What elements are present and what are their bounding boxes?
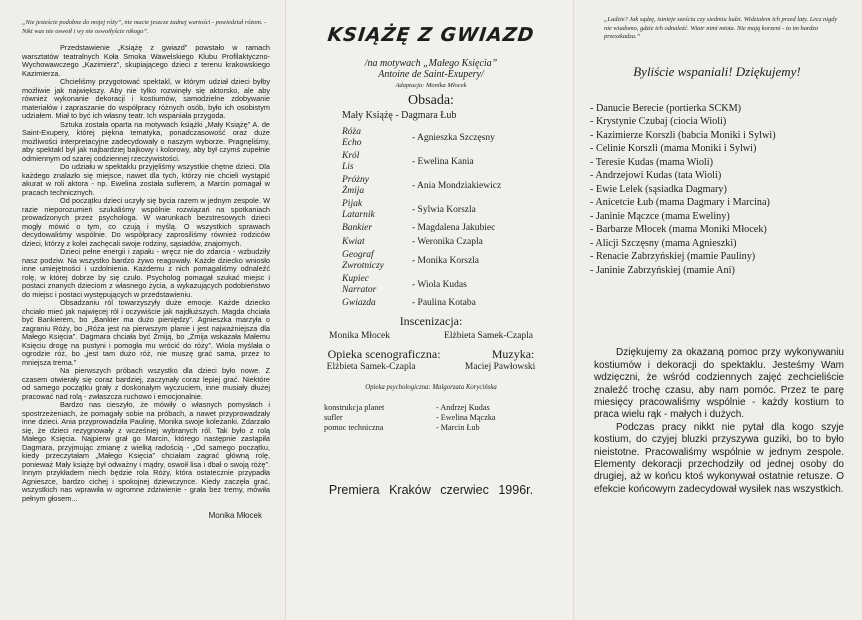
actor-name: - Wiola Kudas [412,279,467,290]
paragraph: Bardzo nas cieszyło, że mówiły o własnych pomysłach i spostrzeżeniach, że pomagały sobie na próbach, a nawet przyprowadzały inne dzieci. Ania przyprowadziła Paulinę, Monika swoje koleżanki. Zdarzało się, że dzieci rezygnowały z wcześniej wybranych ról. Tak było z rolą Małego Księcia. Najpierw grał go Marcin, którego następnie zastąpiła Dagmara, przyjmując zmianę z wielką radością - „Od samego początku, kiedy przeczytałam „Małego Księcia” chciałam zagrać główną rolę, ponieważ Mały książę był odważny i mądry, oswoił lisa i dbał o swoją różę”. Innym przykładem niech będzie rola Róży, która ostatecznie przypadła Agnieszce, bardzo cichej i spokojnej dziewczynce. Kiedy zaczęła grać, wszystkich nas wprawiła w ogromne zdziwienie - grała bez tremy, mówiła pełnym głosem... [22,400,270,503]
paragraph: Podczas pracy nikkt nie pytał dla kogo szyje kostium, do czyjej bluzki przyszywa guziki, bo to było nieistotne. Pracowaliśmy wspólnie w jednym zespole. Elementy dekoracji przechodziły od jednej osoby do drugiej, aż w końcu ktoś wykonywał ostatnie retusze. O efekcie końcowym zadecydował wysiłek nas wszystkich. [594,421,844,495]
thanks-item: - Celinie Korszli (mama Moniki i Sylwi) [590,143,757,155]
left-motto: „Nie jesteście podobne do mojej róży”, nie macie jeszcze żadnej wartości - powiedział różom. - Nikt was nie oswoił i wy nie oswoiłyście nikogo”. [22,19,267,35]
actor-name: - Ania Mondziakiewicz [412,180,502,191]
thanks-item: - Krystynie Czubaj (ciocia Wioli) [590,116,727,128]
cast-row [302,237,560,248]
paragraph: Dziękujemy za okazaną pomoc przy wykonywaniu kostiumów i dekoracji do spektaklu. Jesteśmy Wam wdzięczni, że wśród codziennych zajęć zechcieliście znaleźć trochę czasu, aby nam pomóc. Przez te parę miesięcy pracowaliśmy wspólnie - każdy kostium to praca wielu rąk - małych i dużych. [594,347,844,421]
actor-name: - Monika Korszla [412,255,480,266]
thanks-item: - Barbarze Młocek (mama Moniki Młocek) [590,224,767,236]
cast-list [302,127,560,309]
credits-names [302,362,560,372]
cast-row [302,298,560,309]
introduction-text [22,44,270,503]
tech-person: - Marcin Łub [436,422,480,432]
thanks-item: - Janinie Zabrzyńskiej (mamie Ani) [590,264,735,276]
role-name: Król Lis [342,151,360,172]
paragraph: Obsadzaniu ról towarzyszyły duże emocje. Każde dziecko chciało mieć jak najwięcej ról i oczywiście jak najdłuższych. Magda chciała być Bankierem, bo „Bankier ma dużo pieniędzy”. Agnieszka marzyła o zagraniu Róży, bo „Róża jest na pierwszym planie i jest najważniejsza dla Małego Księcia”. Dagmara chciała być Żmiją, bo „Żmija wskazała Małemu Księciu drogę na pustyni i pomogła mu wrócić do róży”. Wiola myślała o ogrodzie róż, bo „jest tam dużo róż, nie muszę grać sama, przez to mniejsza trema.” [22,298,270,367]
paragraph: Na pierwszych próbach wszystko dla dzieci było nowe. Z czasem otwierały się coraz bardziej, zaczynały coraz lepiej grać. Niektóre od samego początku grały z doskonałym wyczuciem, inne musiały dłużej pracować nad rolą - zwłaszcza ruchowo i emocjonalnie. [22,366,270,401]
thanks-title: Byliście wspaniali! Dziękujemy! [633,63,801,79]
thanks-item: - Teresie Kudas (mama Wioli) [590,156,713,168]
thanks-item: - Renacie Zabrzyńskiej (mamie Pauliny) [590,251,756,263]
actor-name: - Agnieszka Szczęsny [412,132,495,143]
technical-credits [324,403,560,433]
paragraph: Dzieci pełne energii i zapału - wręcz nie do zdarcia - wzbudziły nasz podziw. Na wszystko bardzo żywo reagowały. Każde dziecko wniosło inne umiejętności i uzdolnienia. Każdemu z nich pomagaliśmy odnaleźć rolę, w której dobrze by się czuło. Psycholog pomagał szukać miejsc i postaci znanych dzieciom z własnego życia, a wykazujących podobieństwo do miejsc i postaci występujących w przedstawieniu. [22,247,270,299]
role-name: Geograf Zwrotniczy [342,250,384,271]
play-title: KSIĄŻĘ Z GWIAZD [326,24,536,46]
premiere-line: Premiera Kraków czerwiec 1996r. [328,482,534,497]
actor-name: - Magdalena Jakubiec [412,223,496,234]
paragraph: Od początku dzieci uczyły się bycia razem w jednym zespole. W razie nieporozumień szukaliśmy wspólnie rozwiązań na spotkaniach prowadzonych przez psychologa. W warunkach bezstresowych dzieci mogły mówić o tym, co czują i myślą. O wszystkich sprawach decydowaliśmy wspólnie. Do współpracy zaprosiliśmy również rodziców dzieci, którzy z kolei zachęcali swoje rodziny, sąsiadów, znajomych. [22,196,270,248]
tech-role: sufler [324,412,343,422]
role-name: Pijak Latarnik [342,199,375,220]
paragraph: Sztuka została oparta na motywach książki „Mały Książę” A. de Saint-Exupery, której piękna tematyka, ponadczasowość oraz duże możliwości interpretacyjne zadecydowały o naszym wyborze. Pragnęliśmy, aby spektakl był jak najbardziej bajkowy i kolorowy, aby był czymś zupełnie odmiennym od szarej codziennej rzeczywistości. [22,119,270,163]
left-panel [0,0,286,620]
cast-row [302,199,560,220]
scenography-heading: Opieka scenograficzna: [327,346,441,361]
staging-name: Monika Młocek [329,330,390,341]
cast-row [302,250,560,271]
tech-role: konstrukcja planet [324,402,385,412]
technical-people [436,403,496,433]
cast-row [302,223,560,234]
staging-names [302,331,560,341]
role-name: Gwiazda [342,298,376,308]
role-name: Próżny Żmija [342,175,369,196]
technical-roles [324,403,436,433]
thanks-item: - Andrzejowi Kudas (tata Wioli) [590,170,722,182]
credits-headings [302,347,560,362]
adaptation-credit: Adaptacja: Monika Młocek [395,82,467,89]
role-name: Bankier [342,223,373,233]
author-signature: Monika Młocek [208,511,262,520]
final-thanks-text [590,347,844,496]
cast-row [302,175,560,196]
role-name: Róża Echo [342,127,362,148]
cast-row [302,127,560,148]
cast-row [302,274,560,295]
actor-name: - Paulina Kotaba [412,298,476,309]
scenography-name: Elżbieta Samek-Czapla [326,361,416,372]
thanks-item: - Kazimierze Korszli (babcia Moniki i Sylwi) [590,129,776,141]
paragraph: Do udziału w spektaklu przyjęliśmy wszystkie chętne dzieci. Dla każdego znalazło się miejsce, nawet dla tych, którzy nie chcieli wystąpić akurat w roli aktora - np. Ewelina została suflerem, a Marcin pomagał w pracach technicznych. [22,162,270,197]
actor-name: - Ewelina Kania [412,156,474,167]
tech-person: - Ewelina Mączka [436,412,496,422]
music-heading: Muzyka: [491,346,535,361]
cast-row [302,151,560,172]
tech-role: pomoc techniczna [324,422,384,432]
staging-heading: Inscenizacja: [399,313,463,328]
role-name: Kwiat [342,236,365,247]
thanks-list [590,102,844,278]
tech-person: - Andrzej Kudas [436,402,490,412]
role-name: Kupiec Narrator [342,274,377,295]
lead-role: Mały Książę - Dagmara Łub [342,110,457,121]
psychology-credit: Opieka psychologiczna: Małgorzata Korycińska [365,383,497,391]
thanks-item: - Janinie Mączce (mama Eweliny) [590,210,730,222]
subtitle-line-2: Antoine de Saint-Exupery/ [378,69,484,80]
actor-name: - Weronika Czapla [412,236,483,247]
cast-heading: Obsada: [408,93,454,108]
thanks-item: - Danucie Berecie (portierka SCKM) [590,102,742,114]
staging-name: Elżbieta Samek-Czapla [444,330,533,341]
paragraph: Chcieliśmy przygotować spektakl, w którym udział dzieci byłby możliwie jak największy. Aby nie tylko rozwinęły się aktorsko, ale aby również wykonanie dekoracji i kostiumów, samodzielne zdobywanie materiałów i zapraszanie do współpracy różnych osób, było ich osobistym udziałem. Miał to być ich własny teatr. Ich wspaniała przygoda. [22,77,270,120]
thanks-item: - Alicji Szczęsny (mama Agnieszki) [590,237,737,249]
thanks-item: - Ewie Lelek (sąsiadka Dagmary) [590,183,727,195]
actor-name: - Sylwia Korszla [412,204,476,215]
music-name: Maciej Pawłowski [464,361,536,372]
right-panel [574,0,862,620]
paragraph: Przedstawienie „Książę z gwiazd” powstało w ramach warsztatów teatralnych Koła Smoka Wawelskiego Klubu Profilaktyczno-Wychowawczego „Kazimierz”, skupiającego dzieci z terenu krakowskiego Kazimierza. [22,43,270,78]
thanks-item: - Anicetcie Łub (mama Dagmary i Marcina) [590,197,770,209]
subtitle-line-1: /na motywach „Małego Księcia” [364,58,498,69]
right-motto: „Ludzie? Jak sądzę, istnieje sześciu czy siedmiu ludzi. Widziałem ich przed laty. Lecz nigdy nie wiadomo, gdzie ich odnaleźć. Wiatr nimi miota. Nie mają korzeni - to im bardzo przeszkadza.” [604,16,838,41]
middle-panel [286,0,574,620]
